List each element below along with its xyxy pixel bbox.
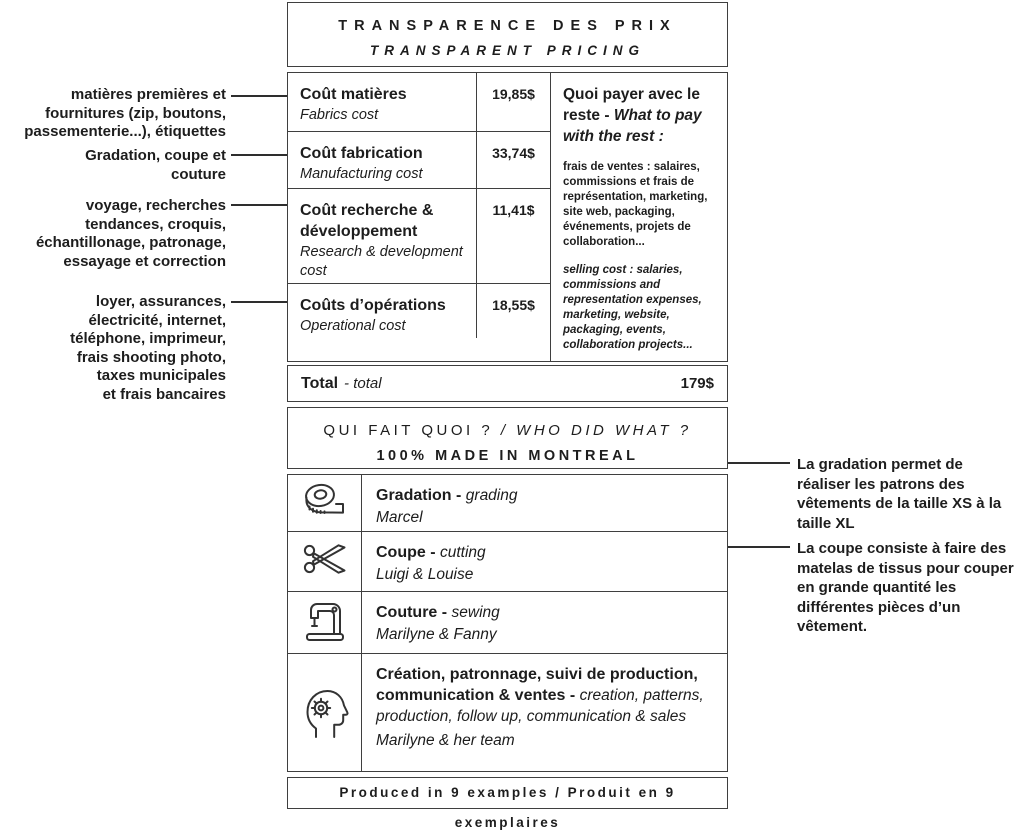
annotation-line: La gradation permet de — [797, 456, 963, 473]
team-text — [362, 592, 727, 653]
team-row-cutting — [288, 532, 727, 592]
who-title-fr: QUI FAIT QUOI ? — [323, 422, 501, 439]
head-gear-icon — [300, 681, 350, 744]
total-value: 179$ — [680, 375, 714, 392]
cost-label-en: Research & development cost — [300, 244, 463, 279]
cost-label — [288, 284, 476, 338]
annotation-line: essayage et correction — [63, 252, 226, 270]
cost-label-fr: Coût recherche & développement — [300, 202, 434, 240]
annotation-line: matelas de tissus pour couper — [797, 559, 1014, 577]
scissors-icon — [302, 538, 348, 585]
rest-title-fr: Quoi payer avec le reste - — [563, 86, 700, 124]
team-text — [362, 475, 727, 531]
cost-row-materials — [288, 73, 550, 132]
icon-cell — [288, 532, 362, 591]
team-title-en: cutting — [440, 544, 486, 561]
cost-row-manufacturing — [288, 132, 550, 189]
who-did-what-title — [288, 422, 727, 439]
team-title-fr: Gradation - — [376, 487, 466, 504]
annotation-research — [0, 197, 226, 271]
connector-line — [721, 546, 790, 548]
team-title — [376, 664, 715, 727]
annotation-manufacturing — [0, 147, 226, 184]
annotation-line: passementerie...), étiquettes — [24, 123, 226, 140]
produced-banner: Produced in 9 examples / Produit en 9 exemplaires — [287, 777, 728, 809]
who-did-what-banner — [287, 407, 728, 469]
rest-title — [563, 84, 716, 147]
icon-cell — [288, 592, 362, 653]
cost-rows — [288, 73, 550, 361]
annotation-line: taxes municipales — [96, 367, 226, 384]
connector-line — [231, 301, 293, 303]
annotation-line: vêtements de la taille XS à la — [797, 495, 1002, 512]
team-people: Luigi & Louise — [376, 566, 474, 583]
connector-line — [231, 95, 293, 97]
made-in-montreal-label: 100% MADE IN MONTREAL — [376, 448, 639, 464]
annotation-line: et frais bancaires — [102, 385, 226, 403]
annotation-line: voyage, recherches — [85, 197, 226, 214]
team-title-fr: Création, patronnage, suivi de production, communication & ventes - — [376, 666, 698, 704]
measuring-tape-icon — [301, 481, 349, 526]
total-label-fr: Total — [301, 374, 339, 392]
annotation-line: en grande quantité les — [797, 579, 957, 596]
pricing-card — [287, 2, 728, 830]
cost-value: 11,41$ — [476, 189, 550, 283]
annotation-line: taille XL — [797, 514, 855, 532]
team-title — [376, 602, 715, 623]
cost-label-fr: Coûts d’opérations — [300, 297, 446, 314]
cost-label — [288, 189, 476, 283]
card-header — [287, 2, 728, 67]
connector-line — [721, 462, 790, 464]
rest-paragraph-fr: frais de ventes : salaires, commissions et frais de représentation, marketing, site web, packaging, événements, projets de collaboration... — [563, 161, 708, 248]
team-title-en: sewing — [451, 604, 500, 621]
annotation-line: fournitures (zip, boutons, — [45, 104, 226, 122]
team-row-sewing — [288, 592, 727, 654]
total-label-en: - total — [344, 375, 382, 392]
annotation-materials — [0, 86, 226, 142]
title-fr: TRANSPARENCE DES PRIX — [338, 18, 677, 34]
rest-panel — [550, 73, 727, 361]
annotation-line: La coupe consiste à faire des — [797, 540, 1007, 557]
team-people: Marilyne & her team — [376, 732, 515, 749]
team-text — [362, 532, 727, 591]
icon-cell — [288, 475, 362, 531]
team-row-grading — [288, 475, 727, 532]
team-title-fr: Coupe - — [376, 544, 440, 561]
who-title-en: / WHO DID WHAT ? — [500, 422, 692, 439]
annotation-line: échantillonage, patronage, — [35, 234, 226, 251]
team-title — [376, 542, 715, 563]
annotation-line: téléphone, imprimeur, — [70, 330, 226, 347]
cost-label-en: Operational cost — [300, 318, 406, 334]
cost-value: 33,74$ — [476, 132, 550, 188]
sewing-machine-icon — [301, 596, 349, 649]
rest-title-en: What to pay with the rest : — [563, 107, 702, 145]
cost-row-operations — [288, 284, 550, 338]
annotation-line: vêtement. — [797, 618, 868, 635]
annotation-line: couture — [170, 165, 226, 183]
annotation-line: matières premières et — [70, 86, 226, 103]
team-row-creation — [288, 654, 727, 771]
annotation-line: réaliser les patrons des — [797, 475, 965, 493]
title-en: TRANSPARENT PRICING — [369, 43, 645, 58]
team-title-en: creation, patterns, production, follow up, communication & sales — [376, 687, 704, 725]
cost-label-fr: Coût fabrication — [300, 145, 423, 162]
annotation-cutting — [797, 539, 1024, 637]
cost-value: 19,85$ — [476, 73, 550, 131]
team-people: Marilyne & Fanny — [376, 626, 497, 643]
cost-row-research — [288, 189, 550, 284]
annotation-line: tendances, croquis, — [85, 215, 226, 233]
icon-cell — [288, 654, 362, 771]
cost-label-fr: Coût matières — [300, 86, 407, 103]
rest-paragraph-en: selling cost : salaries, commissions and representation expenses, marketing, website, packaging, events, collaboration projects... — [563, 264, 702, 351]
annotation-operations — [0, 293, 226, 404]
cost-value: 18,55$ — [476, 284, 550, 338]
cost-label — [288, 132, 476, 188]
team-title-en: grading — [465, 487, 518, 504]
total-row — [287, 365, 728, 402]
annotation-line: loyer, assurances, — [95, 293, 226, 310]
team-people: Marcel — [376, 509, 423, 526]
team-table — [287, 474, 728, 772]
annotation-line: électricité, internet, — [88, 311, 226, 329]
annotation-line: frais shooting photo, — [76, 348, 226, 366]
cost-table — [287, 72, 728, 362]
connector-line — [231, 154, 293, 156]
annotation-grading — [797, 455, 1024, 533]
connector-line — [231, 204, 293, 206]
cost-label — [288, 73, 476, 131]
team-title — [376, 485, 715, 506]
cost-label-en: Manufacturing cost — [300, 166, 423, 182]
annotation-line: Gradation, coupe et — [85, 147, 226, 164]
team-title-fr: Couture - — [376, 604, 452, 621]
cost-label-en: Fabrics cost — [300, 107, 379, 123]
team-text — [362, 654, 727, 771]
annotation-line: différentes pièces d’un — [797, 598, 961, 616]
